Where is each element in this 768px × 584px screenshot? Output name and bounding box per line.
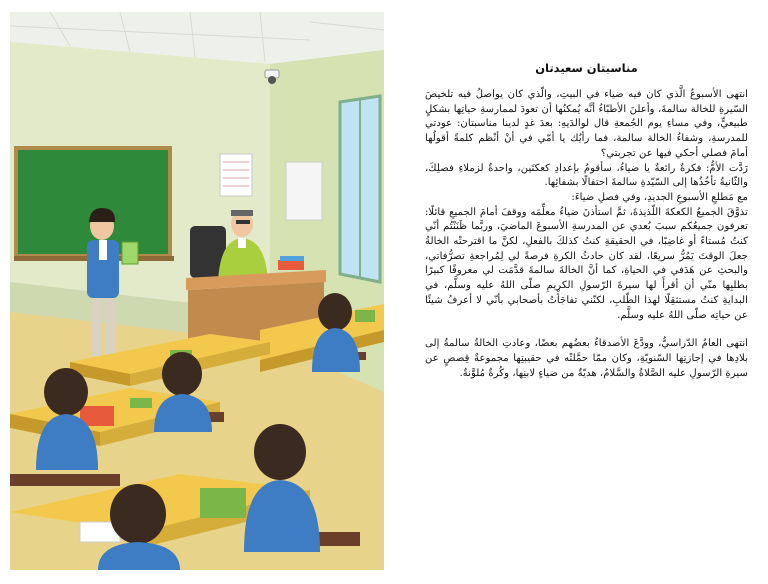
story-paragraph: مع مَطلعِ الأسبوعِ الجديدِ، وفي فصلِ ضياءَ: xyxy=(571,191,748,203)
story-text xyxy=(425,60,748,540)
story-paragraph: رَدَّت الأمُّ: فكرةٌ رائعةٌ يا ضياءُ، سأقومُ بإعدادِ كعكتَين، واحدةٌ لزملاءِ فصلِكَ، والثّانيةُ تأخُذُها إلى السّيّدةِ سالمةَ احتفالًا بشفائِها. xyxy=(425,162,748,189)
classroom-illustration xyxy=(10,12,384,570)
story-paragraph: انتهى العامُ الدّراسيُّ، وودَّعَ الأصدقاءُ بعضُهم بعضًا، وعادتِ الخالةُ سالمةُ إلى بلادِها في إجازتِها السّنويّةِ، وكان ممّا حمَّلتْه في حقيبتِها مجموعةٌ قِصصٍ عن سيرةِ الرّسولِ عليه الصَّلاةُ والسَّلامُ، هديّةٌ من ضياءٍ لابنِها، وكُرةٌ مُلوَّنةٌ. xyxy=(425,338,748,379)
story-paragraph: تذوَّقَ الجميعُ الكعكةَ اللّذيذةَ، ثمَّ استأذنَ ضياءُ معلِّمَه ووقفَ أمامَ الجميعِ قائلًا: تعرفون جميعُكم سببَ بُعدي عن المدرسةِ الأسبوعَ الماضيَ، وربَّما ظَنَنْتُم أنّي كنتُ مُستاءً أو غاضِبًا، في الحقيقةِ كنتُ كذلكَ بالفعلِ، لكنَّ ما اقترحتْه الخالةُ جعلَ الوقتَ يَمُرُّ سريعًا، لقد كان حادثُ الكرةِ فرصةً لي لِمُراجعةِ تصرُّفاتي، والبحثِ عن هَدَفي في الحياةِ، كما أنَّ الخالةَ سالمةَ قدَّمَت لي معروفًا كبيرًا بطلبِها منّي أن أقرأَ لها سيرةَ الرّسولِ الكريمِ صلّى اللهُ عليه وسلَّم، في البدايةِ كنتُ مستثقِلًا لهذا الطّلبِ، لكنّني تفاجَأْتُ بأصحابي بأنّي لا أعرفُ شيئًا عن حياتِه صلّى اللهُ عليه وسلَّم. xyxy=(425,206,748,321)
window-icon xyxy=(340,96,380,282)
story-paragraph: انتهى الأسبوعُ الَّذي كان فيه ضياء في البيتِ، والّذي كان يواصلُ فيه تلخيصَ السّيرةِ للخالة سالمةَ، وأعلنَ الأطبّاءُ أنَّه يُمكنُها أن تعودَ لممارسةِ حياتِها بشكلٍ طبيعيٍّ، وفي مساءِ يوم الجُمعةِ قال لوالدَيهِ: بعدَ غدٍ لدينا مناسبتان: عودتي للمدرسةِ، وشفاءُ الخالة سالمة، فما رأيُك يا أمّي في أنْ أنْظم كلمةً أقولُها أمامَ فصلي أحكي فيها عن تجربتي؟ xyxy=(425,89,748,159)
story-title: مناسبتان سعيدتان xyxy=(535,61,638,75)
chair xyxy=(10,474,120,486)
wall-poster xyxy=(220,154,252,196)
